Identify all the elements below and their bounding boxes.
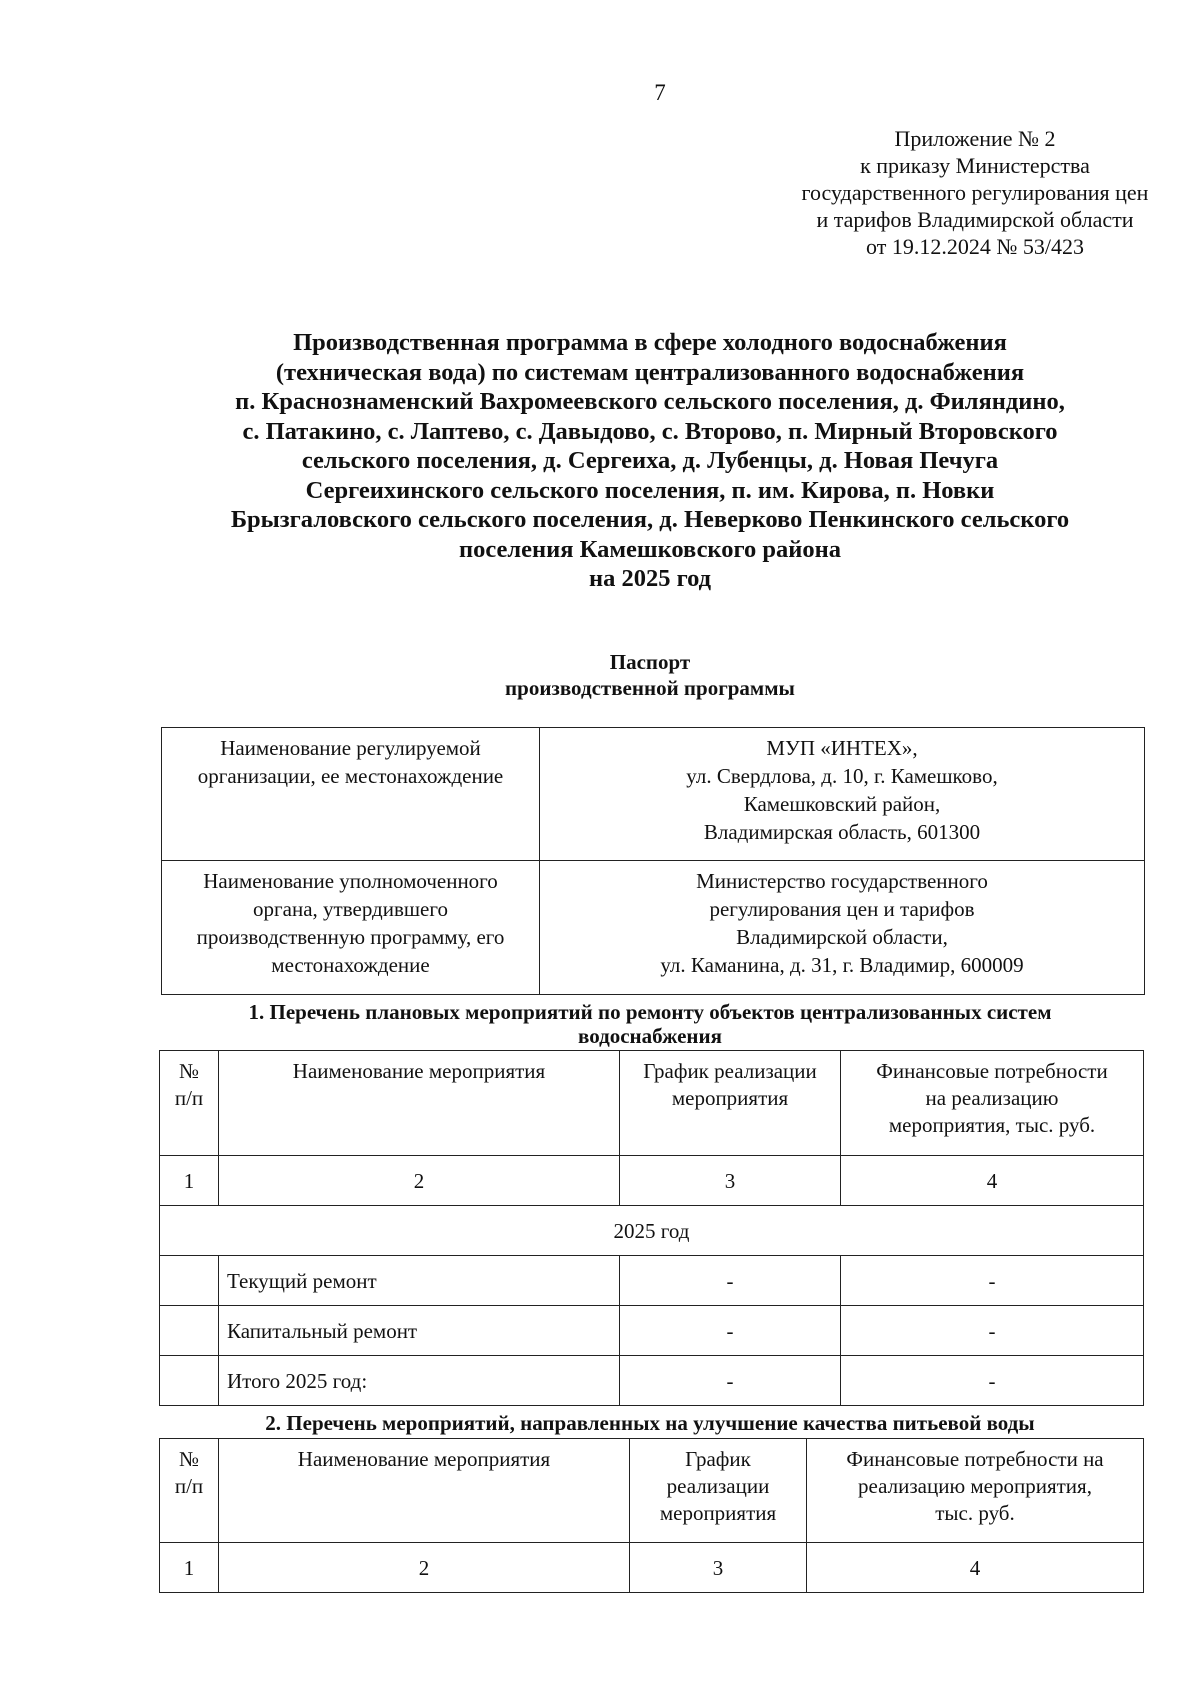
appendix-line: от 19.12.2024 № 53/423 (866, 234, 1084, 259)
column-number-cell: 1 (160, 1156, 219, 1206)
cell-line: органа, утвердившего (253, 897, 448, 921)
cell-line: № (178, 1447, 200, 1471)
cell-line: ул. Каманина, д. 31, г. Владимир, 600009 (660, 953, 1024, 977)
appendix-line: Приложение № 2 (894, 126, 1056, 151)
cell-line: Финансовые потребности на (846, 1447, 1104, 1471)
passport-row-authority (162, 861, 1145, 995)
column-number-cell: 2 (219, 1156, 620, 1206)
num-cell (160, 1356, 219, 1406)
document-title (150, 328, 1150, 594)
header-cell-schedule (630, 1439, 807, 1543)
column-number-cell: 1 (160, 1543, 219, 1593)
table-row (160, 1256, 1144, 1306)
cell-line: Владимирская область, 601300 (703, 820, 981, 844)
cell-line: п/п (174, 1474, 204, 1498)
finance-cell: - (841, 1306, 1144, 1356)
header-cell-finance (841, 1051, 1144, 1156)
cell-line: реализации (666, 1474, 770, 1498)
section-title-line: водоснабжения (578, 1024, 722, 1048)
passport-value-cell (540, 728, 1145, 861)
title-line: Производственная программа в сфере холодного водоснабжения (293, 329, 1007, 356)
measure-name-cell: Капитальный ремонт (219, 1306, 620, 1356)
title-line: (техническая вода) по системам централизованного водоснабжения (275, 358, 1025, 386)
title-line: п. Краснознаменский Вахромеевского сельского поселения, д. Филяндино, (235, 388, 1065, 415)
passport-label-cell (162, 861, 540, 995)
appendix-block (740, 125, 1200, 260)
page-number: 7 (654, 80, 666, 105)
num-cell (160, 1306, 219, 1356)
schedule-cell: - (620, 1306, 841, 1356)
section2-title (150, 1411, 1150, 1435)
passport-row-organization (162, 728, 1145, 861)
cell-line: Министерство государственного (696, 869, 988, 893)
cell-line: мероприятия (671, 1086, 789, 1110)
schedule-cell: - (620, 1256, 841, 1306)
schedule-cell: - (620, 1356, 841, 1406)
header-cell-name (219, 1439, 630, 1543)
water-quality-measures-table (159, 1438, 1144, 1593)
appendix-line: к приказу Министерства (860, 153, 1090, 178)
table-header-row (160, 1051, 1144, 1156)
cell-line: График реализации (643, 1059, 817, 1083)
cell-line: ул. Свердлова, д. 10, г. Камешково, (686, 764, 998, 788)
year-row (160, 1206, 1144, 1256)
column-number-cell: 3 (630, 1543, 807, 1593)
measure-name-cell: Итого 2025 год: (219, 1356, 620, 1406)
header-cell-num (160, 1051, 219, 1156)
header-cell-name (219, 1051, 620, 1156)
cell-line: Наименование уполномоченного (203, 869, 498, 893)
year-cell: 2025 год (160, 1206, 1144, 1256)
title-line: Брызгаловского сельского поселения, д. Неверково Пенкинского сельского (230, 506, 1070, 533)
title-line: Сергеихинского сельского поселения, п. им. Кирова, п. Новки (305, 476, 995, 504)
header-cell-num (160, 1439, 219, 1543)
table-row (160, 1356, 1144, 1406)
column-number-cell: 4 (807, 1543, 1144, 1593)
cell-line: производственную программу, его (196, 925, 505, 949)
title-line: сельского поселения, д. Сергеиха, д. Лубенцы, д. Новая Печуга (301, 447, 999, 474)
cell-line: Камешковский район, (743, 792, 941, 816)
cell-line: Наименование регулируемой (220, 736, 481, 760)
passport-table (161, 727, 1145, 995)
finance-cell: - (841, 1356, 1144, 1406)
cell-line: Финансовые потребности (876, 1059, 1108, 1083)
column-number-row (160, 1543, 1144, 1593)
measure-name-cell: Текущий ремонт (219, 1256, 620, 1306)
repair-measures-table (159, 1050, 1144, 1406)
column-number-cell: 4 (841, 1156, 1144, 1206)
cell-line: Наименование мероприятия (297, 1447, 551, 1471)
table-header-row (160, 1439, 1144, 1543)
passport-heading (150, 649, 1150, 701)
cell-line: п/п (174, 1086, 204, 1110)
passport-heading-line: Паспорт (609, 650, 691, 674)
title-line: поселения Камешковского района (459, 535, 841, 563)
cell-line: Наименование мероприятия (292, 1059, 546, 1083)
table-row (160, 1306, 1144, 1356)
passport-heading-line: производственной программы (505, 676, 795, 700)
num-cell (160, 1256, 219, 1306)
cell-line: График (685, 1447, 751, 1471)
appendix-line: и тарифов Владимирской области (816, 207, 1134, 232)
cell-line: Владимирской области, (736, 925, 948, 949)
appendix-line: государственного регулирования цен (801, 180, 1149, 205)
header-cell-finance (807, 1439, 1144, 1543)
passport-label-cell (162, 728, 540, 861)
cell-line: местонахождение (271, 953, 430, 977)
finance-cell: - (841, 1256, 1144, 1306)
cell-line: МУП «ИНТЕХ», (766, 736, 918, 760)
cell-line: № (178, 1059, 200, 1083)
cell-line: реализацию мероприятия, (858, 1474, 1092, 1498)
section-title-line: 1. Перечень плановых мероприятий по ремонту объектов централизованных систем (248, 1000, 1052, 1024)
cell-line: тыс. руб. (935, 1501, 1015, 1525)
passport-value-cell (540, 861, 1145, 995)
column-number-cell: 3 (620, 1156, 841, 1206)
cell-line: организации, ее местонахождение (197, 764, 504, 788)
column-number-cell: 2 (219, 1543, 630, 1593)
column-number-row (160, 1156, 1144, 1206)
section-title-line: 2. Перечень мероприятий, направленных на улучшение качества питьевой воды (265, 1411, 1035, 1435)
cell-line: на реализацию (925, 1086, 1059, 1110)
cell-line: регулирования цен и тарифов (709, 897, 975, 921)
title-line: на 2025 год (588, 565, 712, 592)
header-cell-schedule (620, 1051, 841, 1156)
cell-line: мероприятия, тыс. руб. (888, 1113, 1096, 1137)
title-line: с. Патакино, с. Лаптево, с. Давыдово, с. Второво, п. Мирный Второвского (242, 417, 1058, 445)
section1-title (150, 1000, 1150, 1048)
cell-line: мероприятия (659, 1501, 777, 1525)
